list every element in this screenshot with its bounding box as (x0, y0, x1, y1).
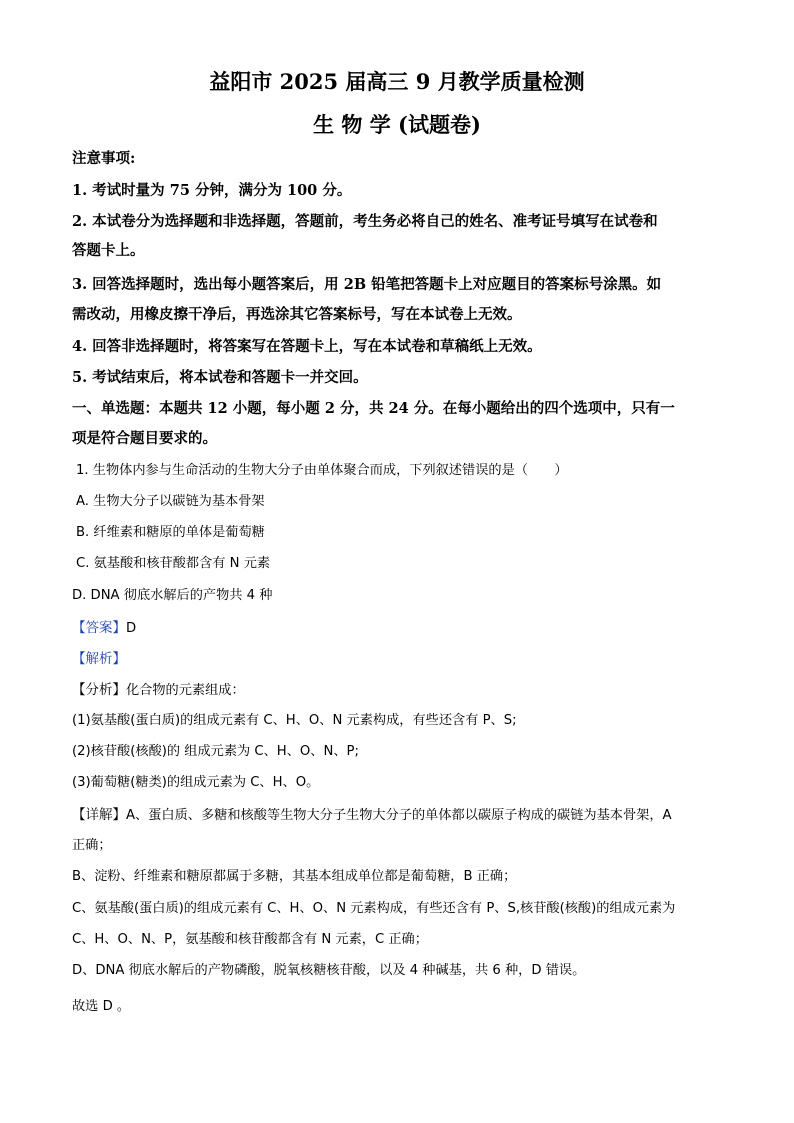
option-c: C. 氨基酸和核苷酸都含有 N 元素 (76, 556, 271, 571)
notice-item-5: 5. 考试结束后，将本试卷和答题卡一并交回。 (72, 369, 368, 386)
notice-heading: 注意事项: (72, 150, 136, 167)
option-a: A. 生物大分子以碳链为基本骨架 (76, 494, 265, 509)
fenxi-tag: 【分析】 (72, 682, 126, 698)
option-d: D. DNA 彻底水解后的产物共 4 种 (72, 588, 273, 603)
notice-item-1: 1. 考试时量为 75 分钟，满分为 100 分。 (72, 182, 352, 199)
notice-item-2: 2. 本试卷分为选择题和非选择题，答题前，考生务必将自己的姓名、准考证号填写在试卷和 (72, 213, 658, 230)
page-subtitle: 生 物 学 (试题卷) (313, 112, 481, 137)
analysis-point-1: (1)氨基酸(蛋白质)的组成元素有 C、H、O、N 元素构成，有些还含有 P、S; (72, 713, 517, 728)
section-heading: 一、单选题：本题共 12 小题，每小题 2 分，共 24 分。在每小题给出的四个选项中，只有一 (72, 400, 675, 417)
answer-line (72, 617, 732, 640)
detail-first: A、蛋白质、多糖和核酸等生物大分子生物大分子的单体都以碳原子构成的碳链为基本骨架，A (126, 808, 672, 823)
analysis-point-2: (2)核苷酸(核酸)的 组成元素为 C、H、O、N、P; (72, 744, 359, 759)
fenxi-text: 化合物的元素组成： (126, 683, 245, 698)
notice-item-3-cont: 需改动，用橡皮擦干净后，再选涂其它答案标号，写在本试卷上无效。 (72, 306, 522, 323)
question-stem: 1. 生物体内参与生命活动的生物大分子由单体聚合而成，下列叙述错误的是（ ） (76, 463, 568, 478)
detail-line-2: 正确； (72, 838, 112, 853)
fenxi-line (72, 679, 732, 702)
section-heading-cont: 项是符合题目要求的。 (72, 430, 217, 447)
page-title: 益阳市 2025 届高三 9 月教学质量检测 (209, 69, 585, 94)
detail-tag: 【详解】 (72, 807, 126, 823)
notice-item-3: 3. 回答选择题时，选出每小题答案后，用 2B 铅笔把答题卡上对应题目的答案标号涂黑。如 (72, 276, 662, 293)
answer-value: D (126, 621, 137, 636)
detail-line-1 (72, 804, 732, 827)
notice-item-2-cont: 答题卡上。 (72, 242, 145, 259)
detail-line-4: C、氨基酸(蛋白质)的组成元素有 C、H、O、N 元素构成，有些还含有 P、S,核苷酸(核酸)的组成元素为 (72, 901, 676, 916)
analysis-tag: 【解析】 (72, 651, 126, 667)
analysis-point-3: (3)葡萄糖(糖类)的组成元素为 C、H、O。 (72, 775, 320, 790)
answer-tag: 【答案】 (72, 620, 126, 636)
detail-line-5: C、H、O、N、P，氨基酸和核苷酸都含有 N 元素，C 正确； (72, 932, 428, 947)
option-b: B. 纤维素和糖原的单体是葡萄糖 (76, 525, 265, 540)
detail-line-7: 故选 D 。 (72, 999, 131, 1014)
notice-item-4: 4. 回答非选择题时，将答案写在答题卡上，写在本试卷和草稿纸上无效。 (72, 338, 542, 355)
detail-line-6: D、DNA 彻底水解后的产物磷酸，脱氧核糖核苷酸，以及 4 种碱基，共 6 种，D 错误。 (72, 963, 586, 978)
detail-line-3: B、淀粉、纤维素和糖原都属于多糖，其基本组成单位都是葡萄糖，B 正确； (72, 869, 517, 884)
